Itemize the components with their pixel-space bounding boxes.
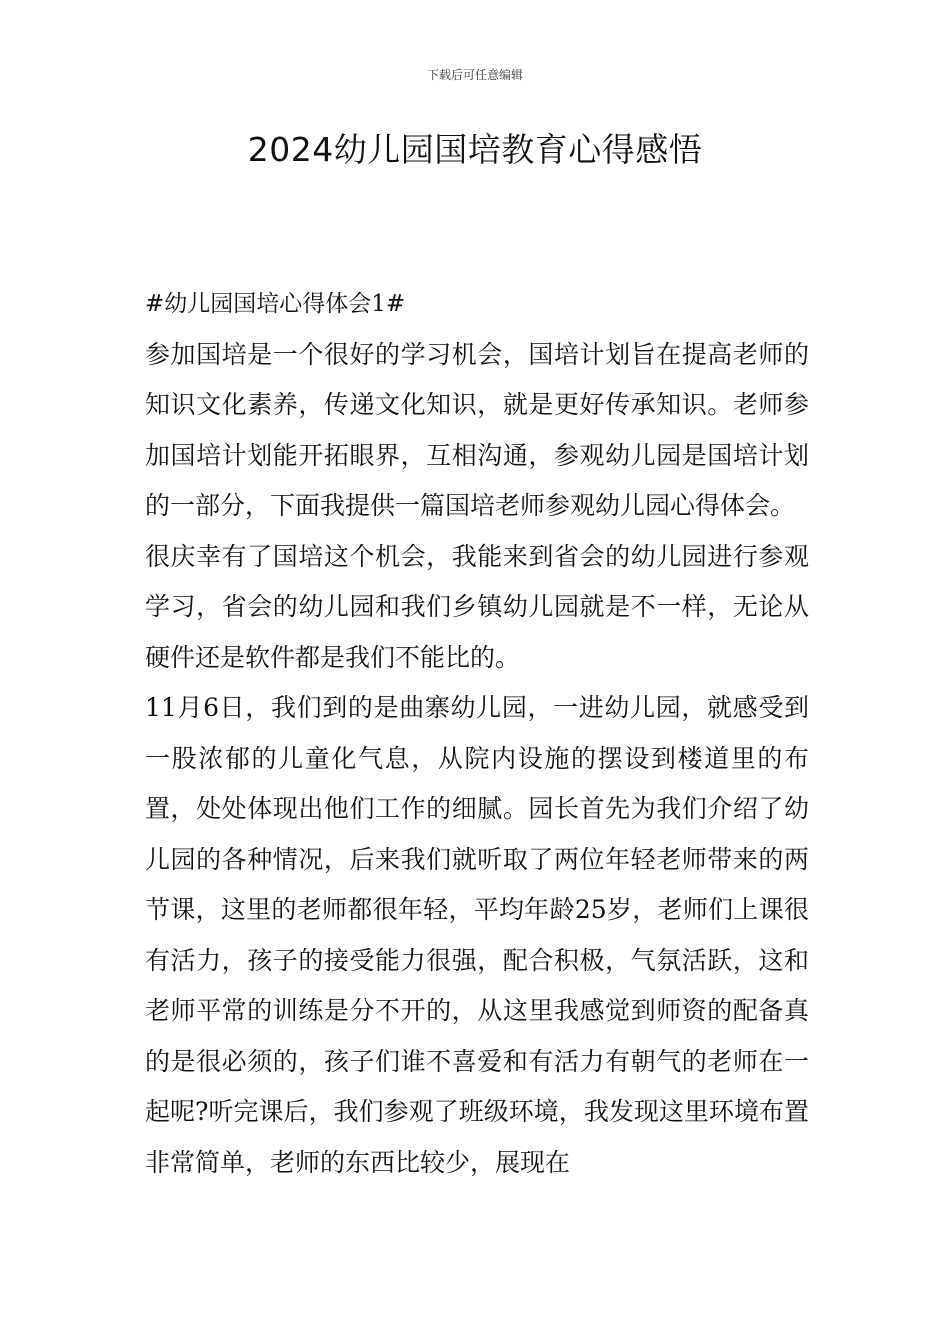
page-header-note: 下载后可任意编辑 [426,68,523,82]
document-title: 2024幼儿园国培教育心得感悟 [247,130,703,169]
document-body [145,279,809,1188]
body-paragraph: 11月6日，我们到的是曲寨幼儿园，一进幼儿园，就感受到一股浓郁的儿童化气息，从院内设施的摆设到楼道里的布置，处处体现出他们工作的细腻。园长首先为我们介绍了幼儿园的各种情况，后来我们就听取了两位年轻老师带来的两节课，这里的老师都很年轻，平均年龄25岁，老师们上课很有活力，孩子的接受能力很强，配合积极，气氛活跃，这和老师平常的训练是分不开的，从这里我感觉到师资的配备真的是很必须的，孩子们谁不喜爱和有活力有朝气的老师在一起呢?听完课后，我们参观了班级环境，我发现这里环境布置非常简单，老师的东西比较少，展现在 [145,693,809,1177]
body-paragraph: 参加国培是一个很好的学习机会，国培计划旨在提高老师的知识文化素养，传递文化知识，就是更好传承知识。老师参加国培计划能开拓眼界，互相沟通，参观幼儿园是国培计划的一部分，下面我提供一篇国培老师参观幼儿园心得体会。 [145,339,809,520]
section-heading: #幼儿园国培心得体会1# [145,291,406,317]
body-paragraph: 很庆幸有了国培这个机会，我能来到省会的幼儿园进行参观学习，省会的幼儿园和我们乡镇幼儿园就是不一样，无论从硬件还是软件都是我们不能比的。 [145,541,809,672]
